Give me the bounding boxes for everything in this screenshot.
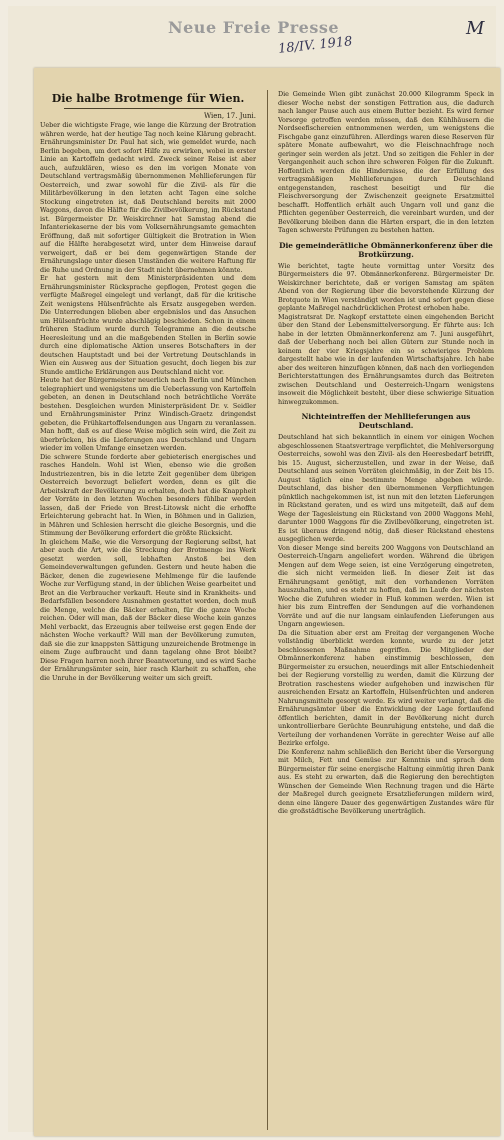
section-title: Die gemeinderätliche Obmännerkonferenz über die Brotkürzung. — [279, 240, 493, 259]
handwritten-date: 18/IV. 1918 — [277, 34, 354, 57]
article-title: Die halbe Brotmenge für Wien. — [51, 92, 245, 105]
section-title: Nichteintreffen der Mehllieferungen aus Deutschland. — [301, 412, 471, 430]
paragraph: Die Gemeinde Wien gibt zunächst 20.000 Kilogramm Speck in dieser Woche nebst der sonstigen Fettration aus, die dadurch nach langer Pause auch aus einem Butter bezieht. Es wird ferner Vorsorge getroffen werden müssen, daß den Kühlhäusern die Nordseefischereien entnommenen werden, um wenigstens die Fischgabe ganz einzuführen. Allerdings waren diese Reserven für spätere Monate aufbewahrt, wo die Fleischnachfrage noch geringer sein werden als jetzt. Und so zeitigen die Fehler in der Vergangenheit auch schon ihre schweren Folgen für die Zukunft. Hoffentlich werden die Hindernisse, die der Erfüllung des vertragsmäßigen Mehllieferungen durch Deutschland entgegenstanden, raschest beseitigt und für die Fleischversorgung der Zwischenzeit geeignete Ersatzmittel beschafft. Hoffentlich erhält auch Ungarn voll und ganz die Pflichten gegenüber Oesterreich, die vereinbart wurden, und der Bevölkerung bleiben dann die Härten erspart, die in den letzten Tagen schwerste Prüfungen zu bestehen hatten. — [278, 90, 494, 234]
title-rule — [64, 108, 232, 109]
paragraph: Ueber die wichtigste Frage, wie lange die Kürzung der Brotration währen werde, hat der heutige Tag noch keine Klärung gebracht. Ernährungsminister Dr. Paul hat sich, wie gemeldet wurde, nach Berlin begeben, um dort sofort Hilfe zu erwirken, wobei in erster Linie an Kartoffeln gedacht wird. Zweck seiner Reise ist aber auch, aufzuklären, wieso es den im vorigen Monate von Deutschland vertragsmäßig übernommenen Mehllieferungen für Oesterreich, und zwar sowohl für die Zivil- als für die Militärbevölkerung in den letzten acht Tagen eine solche Stockung eingetreten ist, daß Deutschland bereits mit 2000 Waggons, davon die Hälfte für die Zivilbevölkerung, im Rückstand ist. Bürgermeister Dr. Weiskirchner hat Samstag abend die Infanteriekaserne der bis vom Volksernährungsamte gemachten Eröffnung, daß mit sofortiger Gültigkeit die Brotration in Wien auf die Hälfte herabgesetzt wird, unter dem Hinweise darauf verweigert, daß er bei dem gegenwärtigen Stande der Ernährungslage unter diesen Umständen die weitere Haftung für die Ruhe und Ordnung in der Stadt nicht übernehmen könnte. — [40, 121, 256, 274]
paragraph: Wie berichtet, tagte heute vormittag unter Vorsitz des Bürgermeisters die 97. Obmännerkonferenz. Bürgermeister Dr. Weiskirchner berichtete, daß er vorigen Samstag am späten Abend von der Regierung über die bevorstehende Kürzung der Brotquote in Wien verständigt worden ist und sofort gegen diese geplante Maßregel nachdrücklichen Protest erhoben habe. — [278, 261, 494, 312]
paragraph: Deutschland hat sich bekanntlich in einem vor einigen Wochen abgeschlossenen Staatsvertrage verpflichtet, die Mehlversorgung Oesterreichs, sowohl was den Zivil- als den Heeresbedarf betrifft, bis 15. August, sicherzustellen, und zwar in der Weise, daß Deutschland aus seinen Vorräten gleichmäßig, in der Zeit bis 15. August täglich eine bestimmte Menge abgeben würde. Deutschland, das bisher den übernommenen Verpflichtungen pünktlich nachgekommen ist, ist nun mit den letzten Lieferungen in Rückstand geraten, und es wird uns mitgeteilt, daß auf dem Wege der Tagesleistung ein Rückstand von 2000 Waggons Mehl, darunter 1000 Waggons für die Zivilbevölkerung, eingetreten ist. Es ist überaus dringend nötig, daß dieser Rückstand ehestens ausgeglichen werde. — [278, 433, 494, 543]
dateline: Wien, 17. Juni. — [203, 112, 256, 120]
left-column — [40, 90, 256, 1130]
paragraph: Er hat gestern mit dem Ministerpräsidenten und dem Ernährungsminister Rücksprache gepflogen, Protest gegen die verfügte Maßregel eingelegt und verlangt, daß für die kritische Zeit wenigstens Hülsenfrüchte als Ersatz ausgegeben werden. Die Unterredungen blieben aber ergebnislos und das Ansuchen um Hülsenfrüchte wurde abschlägig beschieden. Schon in einem früheren Stadium wurde durch Telegramme an die deutsche Heeresleitung und an die maßgebenden Stellen in Berlin sowie durch eine diplomatische Aktion unseres Botschafters in der deutschen Hauptstadt und bei der Vertretung Deutschlands in Wien ein Ausweg aus der Situation gesucht, doch liegen bis zur Stunde amtliche Erklärungen aus Deutschland nicht vor. — [40, 274, 256, 376]
paragraph: Von dieser Menge sind bereits 200 Waggons von Deutschland an Oesterreich-Ungarn angeliefert worden. Während die übrigen Mengen auf dem Wege seien, ist eine Verzögerung eingetreten, die sich nicht vermeiden ließ. In dieser Zeit ist das Ernährungsamt genötigt, mit den vorhandenen Vorräten hauszuhalten, und es steht zu hoffen, daß im Laufe der nächsten Woche die Zufuhren wieder in Fluß kommen werden. Wien ist hier bis zum Eintreffen der Sendungen auf die vorhandenen Vorräte und auf die nur langsam einlaufenden Lieferungen aus Ungarn angewiesen. — [278, 543, 494, 628]
paragraph: Magistratsrat Dr. Nagkopf erstattete einen eingehenden Bericht über den Stand der Lebensmittelversorgung. Er führte aus: Ich habe in der letzten Obmännerkonferenz am 7. Juni ausgeführt, daß der Ueberhang noch bei allen Gütern zur Stunde noch in keinem der vier Kriegsjahre ein so schwieriges Problem dargestellt habe wie in der laufenden Wirtschaftsjahre. Ich habe aber des weiteren hinzufügen können, daß nach den vorliegenden Berichterstattungen des Ernährungsamtes durch das Beitreten zwischen Deutschland und Oesterreich-Ungarn wenigstens insoweit die Möglichkeit besteht, über diese schwierige Situation hinwegzukommen. — [278, 312, 494, 406]
archive-sheet — [8, 6, 496, 1132]
paragraph: Heute hat der Bürgermeister neuerlich nach Berlin und München telegraphiert und wenigstens um die Ueberlassung von Kartoffeln gebeten, an denen in Deutschland noch beträchtliche Vorräte bestehen. Desgleichen wurden Ministerpräsident Dr. v. Seidler und Ernährungsminister Prinz Windisch-Graetz dringendst gebeten, die Frühkartoffelsendungen aus Ungarn zu veranlassen. Man hofft, daß es auf diese Weise möglich sein wird, die Zeit zu überbrücken, bis die Lieferungen aus Deutschland und Ungarn wieder im vollen Umfange einsetzen werden. — [40, 376, 256, 452]
handwritten-page-mark: M — [466, 18, 485, 39]
paragraph: Die schwere Stunde forderte aber gebieterisch energisches und rasches Handeln. Wohl ist Wien, ebenso wie die großen Industriezentren, bis in die letzte Zeit gegenüber dem übrigen Oesterreich bevorzugt beliefert worden, denn es gilt die Arbeitskraft der Bevölkerung zu erhalten, doch hat die Knappheit der Vorräte in den letzten Wochen besonders fühlbar werden lassen, daß der Friede von Brest-Litowsk nicht die erhoffte Erleichterung gebracht hat. In Wien, in Böhmen und in Galizien, in Mähren und Schlesien herrscht die gleiche Besorgnis, und die Stimmung der Bevölkerung erfordert die größte Rücksicht. — [40, 452, 256, 537]
paragraph: Da die Situation aber erst am Freitag der vergangenen Woche vollständig überblickt werden konnte, wurde zu der jetzt beschlossenen Maßnahme gegriffen. Die Mitglieder der Obmännerkonferenz haben einstimmig beschlossen, den Bürgermeister zu ersuchen, neuerdings mit aller Entschiedenheit bei der Regierung vorstellig zu werden, damit die Kürzung der Brotration raschestens wieder aufgehoben und inzwischen für ausreichenden Ersatz an Kartoffeln, Hülsenfrüchten und anderen Nahrungsmitteln gesorgt werde. Es wird weiter verlangt, daß die Ernährungsämter über die Entwicklung der Lage fortlaufend öffentlich berichten, damit in der Bevölkerung nicht durch unkontrollierbare Gerüchte Beunruhigung entstehe, und daß die Verteilung der vorhandenen Vorräte in gerechter Weise auf alle Bezirke erfolge. — [278, 628, 494, 747]
paragraph: Die Konferenz nahm schließlich den Bericht über die Versorgung mit Milch, Fett und Gemüse zur Kenntnis und sprach dem Bürgermeister für seine energische Haltung einmütig ihren Dank aus. Es steht zu erwarten, daß die Regierung den berechtigten Wünschen der Gemeinde Wien Rechnung tragen und die Härte der Maßregel durch geeignete Ersatzlieferungen mildern wird, denn eine längere Dauer des gegenwärtigen Zustandes wäre für die großstädtische Bevölkerung unerträglich. — [278, 747, 494, 815]
right-column — [278, 90, 494, 1130]
masthead: Neue Freie Presse — [168, 18, 340, 37]
paragraph: In gleichem Maße, wie die Versorgung der Regierung selbst, hat aber auch die Art, wie die Streckung der Brotmenge ins Werk gesetzt werden soll, lebhaften Anstoß bei den Gemeindeverwaltungen gefunden. Gestern und heute haben die Bäcker, denen die zugewiesene Mehlmenge für die laufende Woche zur Verfügung stand, in der üblichen Weise gearbeitet und Brot an die Verbraucher verkauft. Heute sind in Krankheits- und Bedarfsfällen besondere Ausnahmen gestattet worden, doch muß die Menge, welche die Bäcker erhalten, für die ganze Woche reichen. Oder will man, daß der Bäcker diese Woche kein ganzes Mehl verbackt, das Erzeugnis aber teilweise erst gegen Ende der nächsten Woche verkauft? Will man der Bevölkerung zumuten, daß sie die zur knappsten Sättigung unzureichende Brotmenge in einem Zuge aufbraucht und dann tagelang ohne Brot bleibt? Diese Fragen harren noch ihrer Beantwortung, und es wird Sache der Ernährungsämter sein, hier rasch Klarheit zu schaffen, ehe die Unruhe in der Bevölkerung weiter um sich greift. — [40, 537, 256, 682]
column-divider — [267, 90, 268, 1130]
newspaper-clipping — [34, 68, 500, 1136]
